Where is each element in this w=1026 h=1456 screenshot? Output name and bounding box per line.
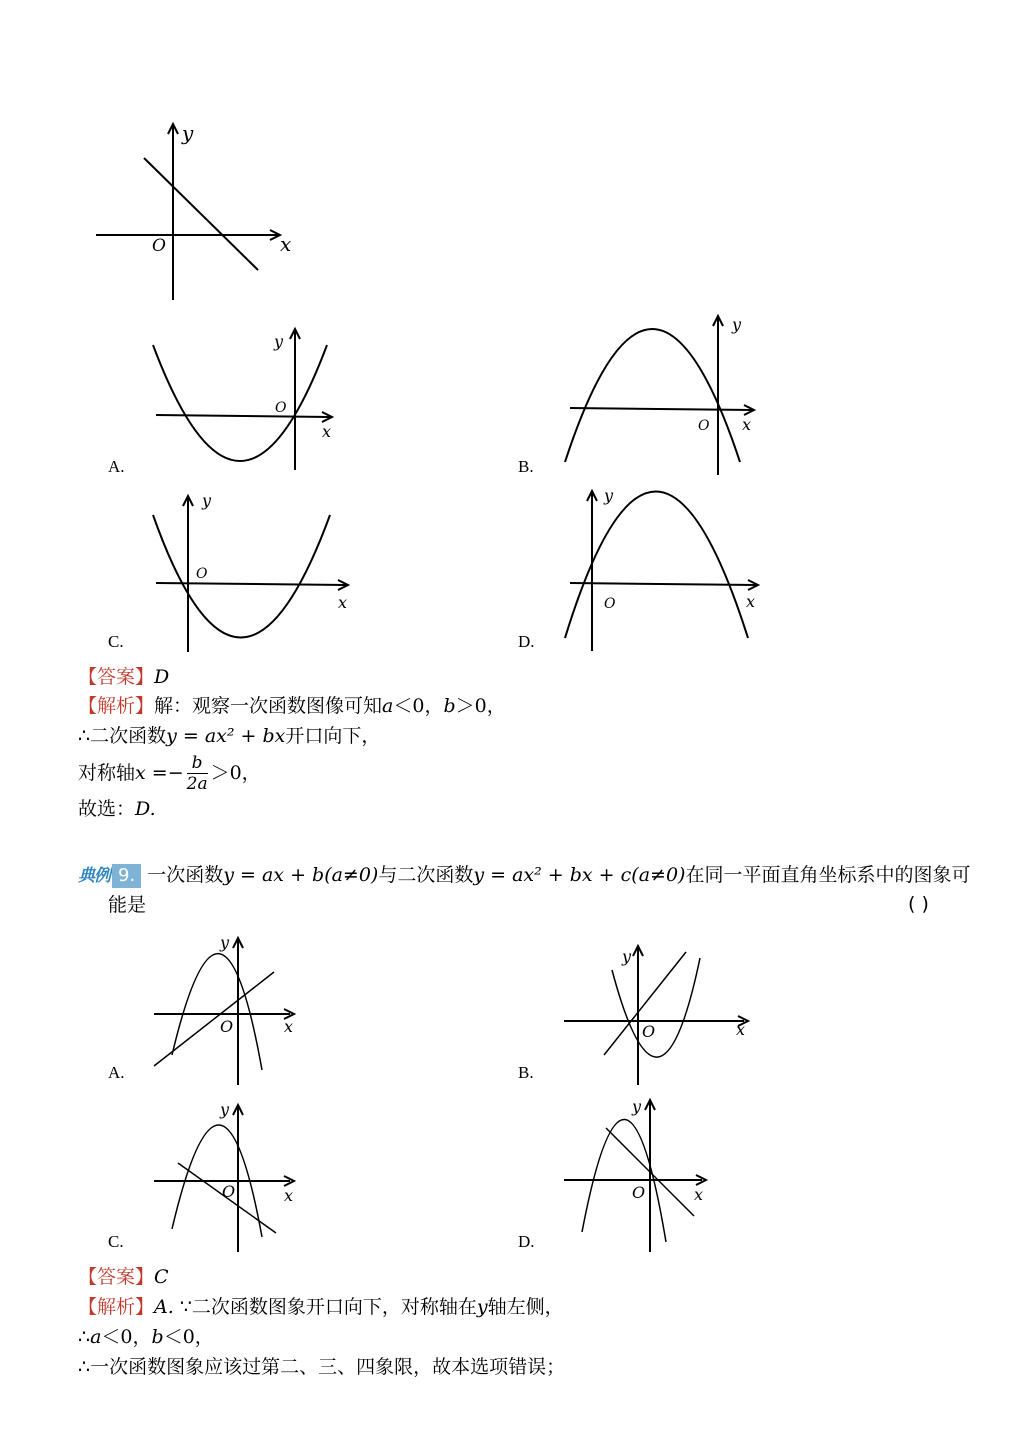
answer-tag: 【答案】 xyxy=(78,1266,155,1288)
parabola xyxy=(153,345,327,461)
svg-text:O: O xyxy=(222,1182,236,1201)
svg-text:x: x xyxy=(694,1185,704,1204)
q9-option-b-graph xyxy=(560,940,760,1090)
q9-option-d-graph xyxy=(560,1092,760,1257)
answer-value: C xyxy=(154,1266,169,1288)
linear-line xyxy=(154,972,274,1066)
svg-text:y: y xyxy=(220,1100,230,1119)
origin-label: O xyxy=(152,236,166,256)
x-axis-label: x xyxy=(280,232,292,256)
q9-option-a-label[interactable]: A. xyxy=(108,1063,125,1082)
q9-analysis-line-1: 【解析】A. ∵二次函数图象开口向下，对称轴在y轴左侧， xyxy=(78,1296,564,1318)
svg-text:x: x xyxy=(284,1017,294,1036)
example-icon: 典例 xyxy=(78,866,110,886)
q8-analysis-line-3: 对称轴x =− $\frac{b}{2a}$ ＞0， xyxy=(78,753,261,794)
svg-text:O: O xyxy=(642,1022,656,1041)
linear-function-graph xyxy=(90,118,310,308)
example-badge xyxy=(78,863,141,888)
q9-option-b-label[interactable]: B. xyxy=(518,1063,534,1082)
svg-text:y: y xyxy=(202,491,212,510)
q8-option-d-label[interactable]: D. xyxy=(518,632,535,651)
q9-option-a-graph xyxy=(150,930,350,1090)
analysis-tag: 【解析】 xyxy=(78,1296,155,1318)
q9-option-d-label[interactable]: D. xyxy=(518,1232,535,1251)
q8-analysis-line-1: 【解析】解：观察一次函数图像可知a＜0，b＞0， xyxy=(78,695,506,717)
q9-option-c-label[interactable]: C. xyxy=(108,1232,124,1251)
svg-text:x: x xyxy=(746,592,756,611)
q8-option-a-label[interactable]: A. xyxy=(108,457,125,476)
q9-stem: 典例 9. 一次函数y = ax + b(a≠0)与二次函数y = ax² + bx + c(a≠0)在同一平面直角坐标系中的图象可 xyxy=(78,864,971,886)
svg-text:y: y xyxy=(632,1097,642,1116)
q9-stem-cont: 能是 xyxy=(108,894,147,916)
y-axis-label: y xyxy=(182,121,194,145)
svg-text:x: x xyxy=(736,1020,746,1039)
svg-text:O: O xyxy=(632,1183,646,1202)
q8-answer xyxy=(78,665,169,689)
fraction: $\frac{b}{2a}$ xyxy=(186,753,208,794)
q8-option-c-graph xyxy=(150,490,360,655)
q9-option-c-graph xyxy=(150,1097,350,1257)
svg-text:y: y xyxy=(604,486,614,505)
svg-text:O: O xyxy=(604,596,616,612)
answer-blank[interactable]: ( ) xyxy=(908,893,929,915)
svg-text:y: y xyxy=(622,947,632,966)
svg-text:x: x xyxy=(338,593,348,612)
analysis-tag: 【解析】 xyxy=(78,695,155,717)
q8-option-d-graph xyxy=(560,485,770,655)
q8-option-a-graph xyxy=(150,325,350,485)
svg-text:O: O xyxy=(220,1017,234,1036)
svg-text:O: O xyxy=(698,418,710,434)
svg-text:x: x xyxy=(742,415,752,434)
q8-option-b-graph xyxy=(560,310,770,480)
q9-answer xyxy=(78,1265,169,1289)
q9-analysis-line-2: ∴a＜0，b＜0， xyxy=(78,1326,214,1348)
answer-value: D xyxy=(154,666,170,688)
q9-analysis-line-3: ∴一次函数图象应该过第二、三、四象限，故本选项错误； xyxy=(78,1356,566,1378)
svg-text:y: y xyxy=(732,315,742,334)
svg-text:x: x xyxy=(322,422,332,441)
q8-analysis-line-2: ∴二次函数y = ax² + bx开口向下， xyxy=(78,725,381,747)
q8-option-c-label[interactable]: C. xyxy=(108,632,124,651)
parabola xyxy=(612,958,700,1057)
svg-text:x: x xyxy=(284,1186,294,1205)
parabola xyxy=(172,954,262,1070)
q8-analysis-line-4: 故选：D. xyxy=(78,798,156,820)
answer-tag: 【答案】 xyxy=(78,666,155,688)
svg-text:O: O xyxy=(196,566,208,582)
parabola xyxy=(153,515,330,638)
parabola xyxy=(565,329,740,462)
svg-text:y: y xyxy=(274,332,284,351)
svg-text:y: y xyxy=(220,933,230,952)
q8-option-b-label[interactable]: B. xyxy=(518,457,534,476)
svg-text:O: O xyxy=(275,400,287,416)
question-number: 9. xyxy=(112,864,141,888)
